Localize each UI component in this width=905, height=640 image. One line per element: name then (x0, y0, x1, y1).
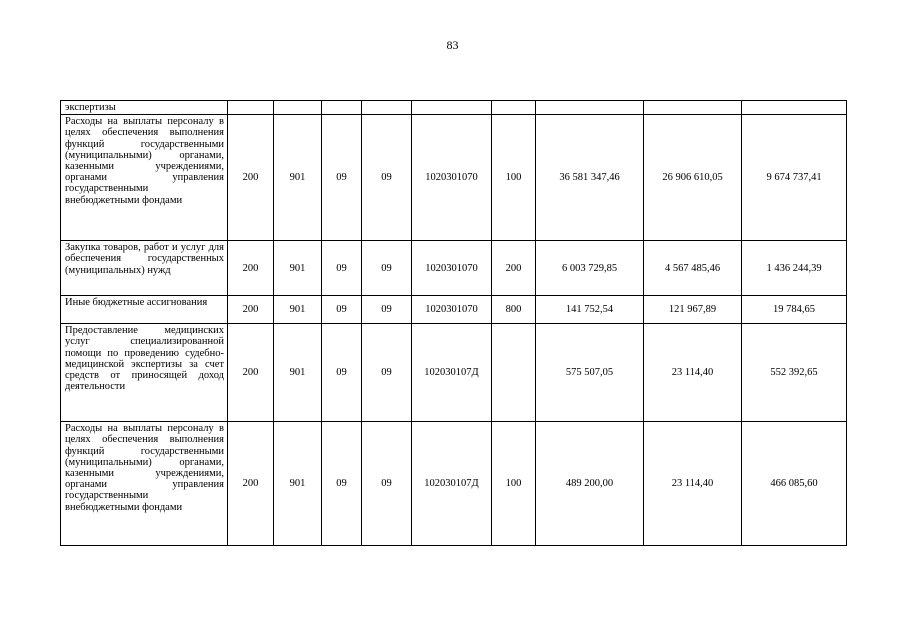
cell-code (228, 101, 274, 115)
cell-section: 09 (322, 241, 362, 296)
budget-table (60, 100, 847, 546)
cell-section: 09 (322, 422, 362, 546)
cell-amount-2: 23 114,40 (644, 422, 742, 546)
cell-subsection: 09 (362, 115, 412, 241)
cell-amount-3: 552 392,65 (742, 324, 847, 422)
cell-target-article: 102030107Д (412, 422, 492, 546)
cell-code: 200 (228, 115, 274, 241)
cell-ministry (274, 101, 322, 115)
row-description: Расходы на выплаты персоналу в целях обеспечения выполнения функций государственными (муниципальными) органами, казенными учреждениями, органами управления государственными внебюджетными фондами (61, 115, 228, 241)
row-description: экспертизы (61, 101, 228, 115)
cell-amount-1: 6 003 729,85 (536, 241, 644, 296)
table-row (61, 101, 847, 115)
cell-amount-3: 9 674 737,41 (742, 115, 847, 241)
row-description: Предоставление медицинских услуг специализированной помощи по проведению судебно-медицинской экспертизы за счет средств от приносящей доход деятельности (61, 324, 228, 422)
cell-amount-3: 466 085,60 (742, 422, 847, 546)
table-row (61, 115, 847, 241)
cell-subsection: 09 (362, 296, 412, 324)
cell-ministry: 901 (274, 115, 322, 241)
row-description: Расходы на выплаты персоналу в целях обеспечения выполнения функций государственными (муниципальными) органами, казенными учреждениями, органами управления государственными внебюджетными фондами (61, 422, 228, 546)
table-row (61, 296, 847, 324)
cell-amount-1: 575 507,05 (536, 324, 644, 422)
cell-section: 09 (322, 296, 362, 324)
cell-section (322, 101, 362, 115)
cell-expense-type: 100 (492, 422, 536, 546)
cell-amount-2: 23 114,40 (644, 324, 742, 422)
cell-target-article: 1020301070 (412, 241, 492, 296)
cell-amount-3: 19 784,65 (742, 296, 847, 324)
cell-code: 200 (228, 324, 274, 422)
row-description: Иные бюджетные ассигнования (61, 296, 228, 324)
cell-code: 200 (228, 422, 274, 546)
table-row (61, 422, 847, 546)
cell-ministry: 901 (274, 324, 322, 422)
cell-expense-type: 100 (492, 115, 536, 241)
cell-target-article: 102030107Д (412, 324, 492, 422)
cell-amount-1: 489 200,00 (536, 422, 644, 546)
cell-code: 200 (228, 241, 274, 296)
table-body (61, 101, 847, 546)
cell-amount-2: 26 906 610,05 (644, 115, 742, 241)
cell-section: 09 (322, 324, 362, 422)
cell-amount-1 (536, 101, 644, 115)
cell-expense-type: 800 (492, 296, 536, 324)
cell-target-article: 1020301070 (412, 296, 492, 324)
cell-section: 09 (322, 115, 362, 241)
cell-subsection: 09 (362, 241, 412, 296)
cell-amount-1: 36 581 347,46 (536, 115, 644, 241)
cell-code: 200 (228, 296, 274, 324)
cell-expense-type (492, 101, 536, 115)
cell-expense-type: 200 (492, 241, 536, 296)
table-row (61, 241, 847, 296)
cell-subsection: 09 (362, 324, 412, 422)
cell-target-article (412, 101, 492, 115)
cell-subsection (362, 101, 412, 115)
cell-amount-3: 1 436 244,39 (742, 241, 847, 296)
cell-subsection: 09 (362, 422, 412, 546)
cell-amount-2: 121 967,89 (644, 296, 742, 324)
cell-amount-1: 141 752,54 (536, 296, 644, 324)
table-row (61, 324, 847, 422)
row-description: Закупка товаров, работ и услуг для обеспечения государственных (муниципальных) нужд (61, 241, 228, 296)
cell-target-article: 1020301070 (412, 115, 492, 241)
cell-amount-2: 4 567 485,46 (644, 241, 742, 296)
page-number: 83 (446, 38, 459, 52)
cell-amount-3 (742, 101, 847, 115)
cell-expense-type (492, 324, 536, 422)
cell-ministry: 901 (274, 241, 322, 296)
cell-ministry: 901 (274, 422, 322, 546)
cell-amount-2 (644, 101, 742, 115)
cell-ministry: 901 (274, 296, 322, 324)
